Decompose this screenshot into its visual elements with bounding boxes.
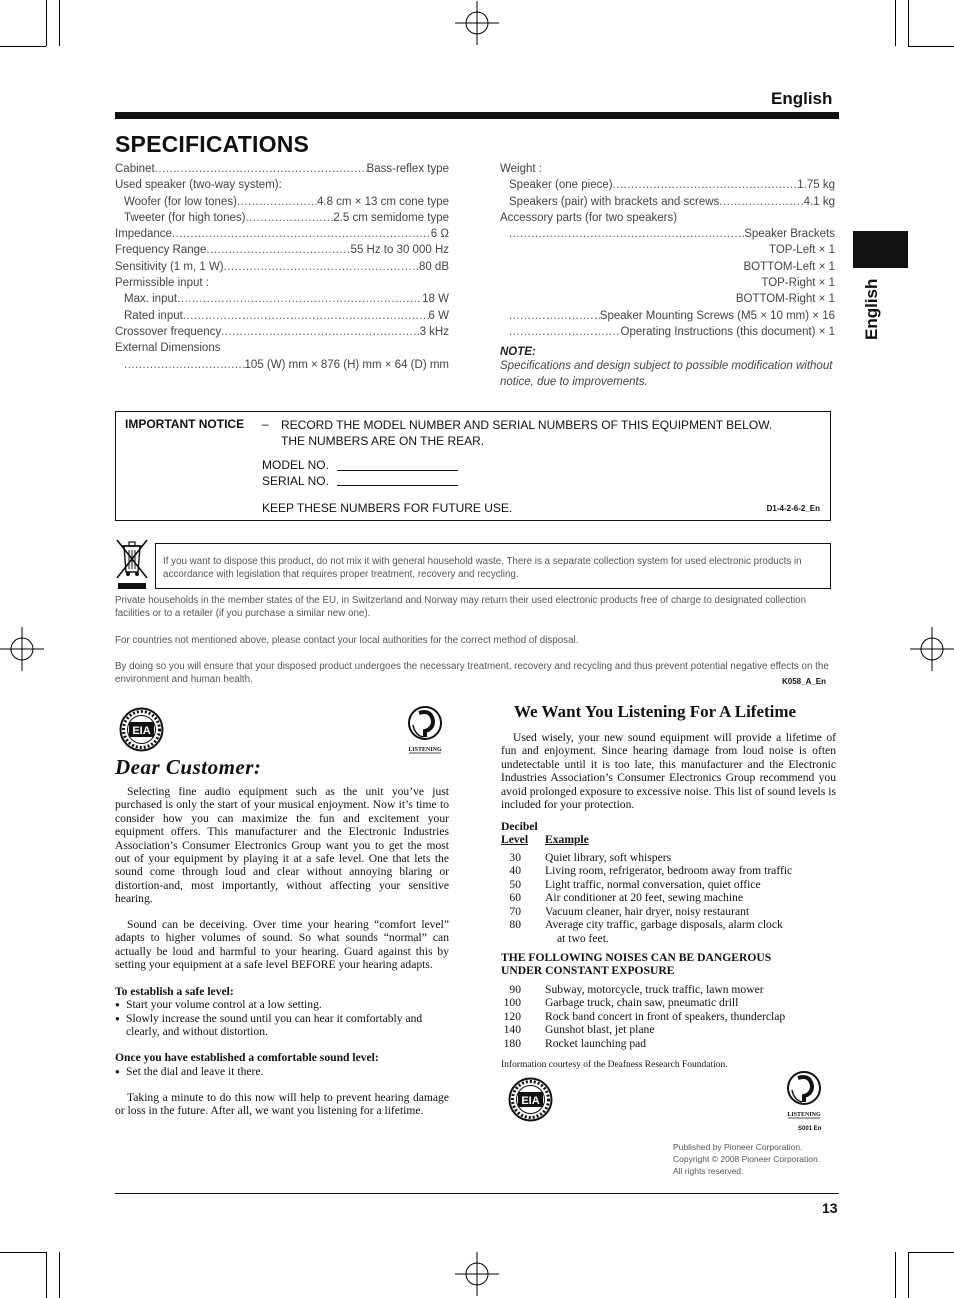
leader-dots bbox=[155, 161, 367, 177]
spec-value: 4.8 cm × 13 cm cone type bbox=[317, 195, 449, 208]
crossed-bin-icon bbox=[115, 538, 149, 590]
spec-label: Sensitivity (1 m, 1 W) bbox=[115, 260, 224, 273]
spec-row bbox=[500, 194, 835, 210]
spec-value: Operating Instructions (this document) × 1 bbox=[620, 325, 835, 338]
spec-row bbox=[500, 177, 835, 193]
spec-label: Crossover frequency bbox=[115, 325, 222, 338]
spec-value: 55 Hz to 30 000 Hz bbox=[350, 244, 449, 257]
customer-paragraph-1: Selecting fine audio equipment such as the unit you’ve just purchased is only the start of your musical enjoyment. Now it’s time to consider how you can maximize the fun and excitement your equipment offers. This manufacturer and the Electronic Industries Association’s Consumer Electronics Group want you to get the most out of your equipment by playing it at a safe level. One that lets the sound come through loud and clear without annoying blaring or distortion-and, most importantly, without affecting your sensitive hearing. bbox=[115, 785, 449, 906]
spec-value: 6 W bbox=[428, 309, 449, 322]
leader-dots bbox=[509, 324, 621, 340]
listening-intro: Used wisely, your new sound equipment will provide a lifetime of fun and enjoyment. Since hearing damage from loud noise is often undetectable until it is too late, this manufacturer and the Electronic Industries Association’s Consumer Electronics Group recommend you avoid prolonged exposure to excessive noise. This list of sound levels is included for your protection. bbox=[501, 731, 836, 812]
specs-right-column bbox=[500, 161, 835, 390]
leader-dots bbox=[172, 226, 431, 242]
decibel-example: Garbage truck, chain saw, pneumatic drill bbox=[545, 996, 739, 1010]
decibel-example: Subway, motorcycle, truck traffic, lawn mower bbox=[545, 983, 764, 996]
danger-heading: THE FOLLOWING NOISES CAN BE DANGEROUS UNDER CONSTANT EXPOSURE bbox=[501, 951, 772, 978]
note-title: NOTE: bbox=[500, 346, 536, 359]
spec-value: 1.75 kg bbox=[797, 179, 835, 192]
spec-label: Impedance bbox=[115, 228, 172, 241]
decibel-level: 120 bbox=[503, 1009, 521, 1023]
decibel-level: 70 bbox=[509, 904, 521, 918]
spec-row bbox=[115, 161, 449, 177]
disposal-code: K058_A_En bbox=[782, 677, 827, 686]
spec-label: Used speaker (two-way system): bbox=[115, 179, 282, 192]
spec-label: Accessory parts (for two speakers) bbox=[500, 211, 678, 224]
page-number: 13 bbox=[822, 1200, 838, 1216]
spec-row bbox=[115, 357, 449, 373]
crop-mark bbox=[0, 46, 46, 47]
spec-label: Frequency Range bbox=[115, 244, 207, 257]
example-column-header: Example bbox=[545, 833, 589, 846]
decibel-level: 100 bbox=[503, 996, 521, 1010]
spec-value: 6 Ω bbox=[430, 228, 449, 241]
comfort-level-heading: Once you have established a comfortable sound level: bbox=[115, 1051, 379, 1064]
registration-mark bbox=[910, 627, 954, 671]
disposal-paragraph-3: By doing so you will ensure that your disposed product undergoes the necessary treatment, recovery and recycling and thus prevent potential negative effects on the environment and human health. bbox=[115, 661, 829, 685]
registration-mark bbox=[455, 1252, 499, 1296]
spec-row bbox=[115, 242, 449, 258]
info-courtesy: Information courtesy of the Deafness Research Foundation. bbox=[501, 1060, 728, 1070]
decibel-example: Quiet library, soft whispers bbox=[545, 851, 672, 864]
crop-mark bbox=[895, 0, 896, 46]
spec-row bbox=[115, 210, 449, 226]
note-text: Specifications and design subject to possible modification without notice, due to improvements. bbox=[500, 360, 833, 389]
crop-mark bbox=[908, 46, 954, 47]
listening-logo-text: LISTENING bbox=[787, 1112, 821, 1118]
decibel-example: Living room, refrigerator, bedroom away from traffic bbox=[545, 864, 793, 878]
spec-row bbox=[500, 324, 835, 340]
leader-dots bbox=[237, 194, 317, 210]
serial-number-label: SERIAL NO. bbox=[262, 474, 329, 488]
decibel-example: Gunshot blast, jet plane bbox=[545, 1023, 655, 1037]
dear-customer-heading: Dear Customer: bbox=[115, 755, 262, 779]
model-number-label: MODEL NO. bbox=[262, 458, 329, 472]
decibel-example: Rock band concert in front of speakers, thunderclap bbox=[545, 1009, 786, 1023]
safe-level-item: ● Start your volume control at a low setting. bbox=[115, 998, 449, 1011]
listening-code: S001 En bbox=[798, 1126, 822, 1132]
spec-label: External Dimensions bbox=[115, 342, 221, 355]
leader-dots bbox=[613, 177, 798, 193]
crop-mark bbox=[908, 1252, 954, 1253]
spec-value: 105 (W) mm × 876 (H) mm × 64 (D) mm bbox=[244, 358, 449, 371]
crop-mark bbox=[0, 1252, 46, 1253]
spec-row bbox=[115, 340, 449, 356]
decibel-level: 30 bbox=[509, 851, 521, 864]
serial-number-field bbox=[337, 485, 458, 486]
spec-label: Tweeter (for high tones) bbox=[124, 211, 246, 224]
spec-row bbox=[500, 308, 835, 324]
spec-value: TOP-Left × 1 bbox=[769, 244, 835, 257]
crop-mark bbox=[908, 1252, 909, 1298]
decibel-example: Vacuum cleaner, hair dryer, noisy restaurant bbox=[545, 904, 750, 918]
leader-dots bbox=[509, 226, 744, 242]
disposal-paragraph-2: For countries not mentioned above, please contact your local authorities for the correct method of disposal. bbox=[115, 635, 579, 646]
spec-value: 3 kHz bbox=[419, 325, 449, 338]
notice-label: IMPORTANT NOTICE bbox=[125, 417, 245, 431]
leader-dots bbox=[509, 308, 600, 324]
safe-level-item: ● Slowly increase the sound until you can hear it comfortably and clearly, and without distortion. bbox=[115, 1012, 449, 1039]
crop-mark bbox=[59, 1252, 60, 1298]
notice-line-1: RECORD THE MODEL NUMBER AND SERIAL NUMBERS OF THIS EQUIPMENT BELOW. bbox=[281, 418, 773, 432]
decibel-heading: Decibel bbox=[501, 820, 538, 833]
crop-mark bbox=[59, 0, 60, 46]
eia-logo bbox=[508, 1077, 553, 1122]
model-number-field bbox=[337, 470, 458, 471]
spec-value: TOP-Right × 1 bbox=[761, 277, 835, 290]
side-tab-label: English bbox=[862, 278, 881, 340]
spec-label: Max. input bbox=[124, 293, 178, 306]
leader-dots bbox=[224, 259, 419, 275]
publisher-info: Published by Pioneer Corporation. Copyright © 2008 Pioneer Corporation. All rights reserved. bbox=[673, 1142, 821, 1176]
spec-label: Speakers (pair) with brackets and screws bbox=[509, 195, 720, 208]
spec-value: Speaker Brackets bbox=[744, 228, 835, 241]
level-column-header: Level bbox=[501, 833, 529, 846]
listening-title: We Want You Listening For A Lifetime bbox=[514, 702, 797, 721]
registration-mark bbox=[0, 627, 44, 671]
customer-paragraph-3: Taking a minute to do this now will help to prevent hearing damage or loss in the future. After all, we want you listening for a lifetime. bbox=[115, 1091, 449, 1118]
listening-logo bbox=[405, 705, 445, 757]
specs-left-column bbox=[115, 161, 449, 373]
footer-rule bbox=[115, 1193, 839, 1194]
spec-value: Bass-reflex type bbox=[366, 163, 449, 175]
spec-label: Permissible input : bbox=[115, 277, 209, 290]
language-label: English bbox=[771, 89, 833, 108]
crop-mark bbox=[908, 0, 909, 46]
spec-row bbox=[500, 259, 835, 275]
spec-label: Rated input bbox=[124, 309, 183, 322]
eia-logo-text: EIA bbox=[132, 725, 151, 737]
notice-code: D1-4-2-6-2_En bbox=[766, 504, 820, 513]
spec-value: 18 W bbox=[422, 293, 449, 306]
spec-row bbox=[500, 242, 835, 258]
decibel-level: 90 bbox=[509, 983, 521, 996]
spec-value: BOTTOM-Left × 1 bbox=[743, 260, 835, 273]
disposal-notice-box: If you want to dispose this product, do not mix it with general household waste. There is a separate collection system for used electronic products in accordance with legislation that requires proper treatment, recovery and recycling. bbox=[155, 543, 831, 589]
listening-logo-text: LISTENING bbox=[408, 747, 442, 753]
spec-label: Cabinet bbox=[115, 163, 155, 175]
page-title: SPECIFICATIONS bbox=[115, 131, 310, 157]
notice-dash: – bbox=[262, 417, 269, 431]
leader-dots bbox=[183, 308, 429, 324]
spec-label: Woofer (for low tones) bbox=[124, 195, 237, 208]
registration-mark bbox=[455, 1, 499, 45]
decibel-example: Air conditioner at 20 feet, sewing machine bbox=[545, 891, 743, 905]
spec-row bbox=[115, 308, 449, 324]
keep-numbers-text: KEEP THESE NUMBERS FOR FUTURE USE. bbox=[262, 501, 513, 515]
decibel-example: Rocket launching pad bbox=[545, 1036, 647, 1050]
decibel-level: 140 bbox=[503, 1023, 521, 1037]
crop-mark bbox=[895, 1252, 896, 1298]
spec-row bbox=[115, 194, 449, 210]
disposal-paragraph-1: Private households in the member states of the EU, in Switzerland and Norway may return their used electronic products free of charge to designated collection facilities or to a retailer (if you purchase a similar new one). bbox=[115, 595, 807, 619]
decibel-level: 180 bbox=[503, 1036, 521, 1050]
leader-dots bbox=[124, 357, 245, 373]
customer-paragraph-2: Sound can be deceiving. Over time your hearing “comfort level” adapts to higher volumes of sound. So what sounds “normal” can actually be loud and harmful to your hearing. Guard against this by setting your equipment at a safe level BEFORE your hearing adapts. bbox=[115, 918, 449, 972]
spec-label: Weight : bbox=[500, 163, 542, 175]
side-tab bbox=[853, 231, 908, 268]
spec-row bbox=[115, 226, 449, 242]
spec-value: 4.1 kg bbox=[803, 195, 835, 208]
important-notice-box bbox=[115, 411, 831, 521]
listening-logo bbox=[784, 1070, 824, 1122]
decibel-level: 60 bbox=[509, 891, 521, 905]
decibel-example: Average city traffic, garbage disposals, alarm clock bbox=[545, 918, 783, 931]
decibel-level: 50 bbox=[509, 877, 521, 891]
spec-label: Speaker (one piece) bbox=[509, 179, 613, 192]
leader-dots bbox=[245, 210, 333, 226]
spec-row bbox=[500, 275, 835, 291]
leader-dots bbox=[221, 324, 419, 340]
safe-level-heading: To establish a safe level: bbox=[115, 985, 234, 998]
spec-row bbox=[115, 324, 449, 340]
leader-dots bbox=[177, 291, 422, 307]
spec-row bbox=[500, 291, 835, 307]
notice-line-2: THE NUMBERS ARE ON THE REAR. bbox=[281, 434, 485, 448]
spec-value: BOTTOM-Right × 1 bbox=[735, 293, 835, 306]
spec-row bbox=[500, 210, 835, 226]
spec-value: Speaker Mounting Screws (M5 × 10 mm) × 16 bbox=[599, 309, 835, 322]
crop-mark bbox=[46, 0, 47, 46]
spec-row bbox=[115, 259, 449, 275]
spec-row bbox=[500, 161, 835, 177]
eia-logo-text: EIA bbox=[521, 1095, 540, 1107]
spec-value: 2.5 cm semidome type bbox=[333, 211, 449, 224]
spec-row bbox=[500, 226, 835, 242]
decibel-level: 40 bbox=[509, 864, 521, 878]
spec-row bbox=[115, 291, 449, 307]
header-rule bbox=[115, 112, 839, 119]
spec-row bbox=[115, 177, 449, 193]
spec-value: 80 dB bbox=[418, 260, 449, 273]
spec-row bbox=[115, 275, 449, 291]
crop-mark bbox=[46, 1252, 47, 1298]
leader-dots bbox=[206, 242, 350, 258]
leader-dots bbox=[719, 194, 803, 210]
decibel-level: 80 bbox=[509, 918, 521, 931]
eia-logo bbox=[119, 707, 164, 752]
comfort-level-item: ● Set the dial and leave it there. bbox=[115, 1065, 449, 1078]
decibel-example: Light traffic, normal conversation, quiet office bbox=[545, 877, 761, 891]
notice-message bbox=[281, 417, 772, 449]
